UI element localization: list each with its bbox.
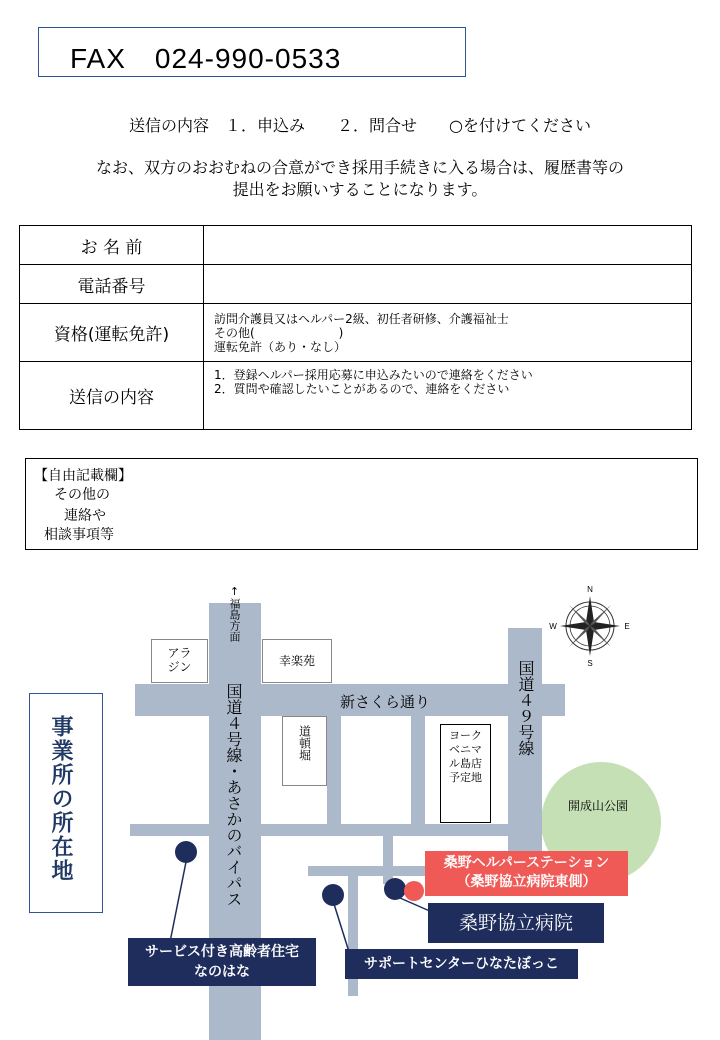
pointer-line-hinata	[334, 904, 350, 955]
kourakuen-label: 幸楽苑	[278, 654, 315, 668]
compass-s: S	[587, 659, 593, 668]
hospital-pin-icon	[384, 878, 406, 900]
station-line-2: （桑野協立病院東側）	[456, 874, 597, 890]
name-label: お 名 前	[20, 226, 204, 265]
station-pin-icon	[404, 881, 424, 901]
nanohana-label	[128, 938, 316, 986]
fax-number: FAX 024-990-0533	[70, 43, 342, 74]
send-content-line: 送信の内容 １．申込み ２．問合せ ○を付けてください	[129, 116, 591, 135]
free-line-2: 連絡や	[64, 508, 106, 524]
qualification-line-2: その他( )	[214, 325, 344, 340]
free-line-3: 相談事項等	[44, 527, 114, 543]
hospital-label: 桑野協立病院	[428, 903, 604, 943]
compass-w: W	[549, 622, 557, 631]
compass-n: N	[587, 585, 593, 594]
nanohana-line-2: なのはな	[194, 964, 250, 980]
station-line-1: 桑野ヘルパーステーション	[443, 855, 610, 871]
aladdin-label: アラジン	[167, 646, 192, 674]
compass-e: E	[624, 622, 630, 631]
shin-sakura-label: 新さくら通り	[340, 693, 431, 711]
nanohana-pin-icon	[175, 841, 197, 863]
free-line-1: その他の	[54, 487, 110, 503]
note-line-1: なお、双方のおおむねの合意ができ採用手続きに入る場合は、履歴書等の	[95, 158, 624, 177]
phone-label: 電話番号	[20, 265, 204, 304]
hinata-label: サポートセンターひなたぼっこ	[345, 949, 578, 979]
doutonbori-label: 道頓堀	[297, 725, 312, 761]
route-4-label: 国道４号線・あさかのバイパス	[224, 683, 243, 907]
station-label	[425, 851, 628, 896]
pointer-line-nanohana	[170, 862, 186, 942]
free-title: 【自由記載欄】	[34, 468, 132, 484]
nanohana-line-1: サービス付き高齢者住宅	[145, 944, 299, 960]
fukushima-direction: ↑福島方面	[228, 585, 241, 642]
content-line-2: 2．質問や確認したいことがあるので、連絡をください	[214, 382, 510, 396]
note-line-2: 提出をお願いすることになります。	[232, 180, 488, 199]
route-49-label: 国道４９号線	[516, 660, 535, 756]
qualification-line-1: 訪問介護員又はヘルパー2級、初任者研修、介護福祉士	[214, 311, 509, 326]
hinata-pin-icon	[322, 884, 344, 906]
content-label: 送信の内容	[20, 362, 204, 430]
section-title: 事業所の所在地	[48, 715, 73, 883]
qualification-line-3: 運転免許（あり・なし）	[214, 339, 347, 354]
park-label: 開成山公園	[568, 799, 629, 813]
content-line-1: 1．登録ヘルパー採用応募に申込みたいので連絡をください	[214, 368, 533, 382]
qualification-label: 資格(運転免許)	[20, 304, 204, 362]
yorkbenimaru-label: ヨークベニマル島店予定地	[449, 729, 482, 784]
